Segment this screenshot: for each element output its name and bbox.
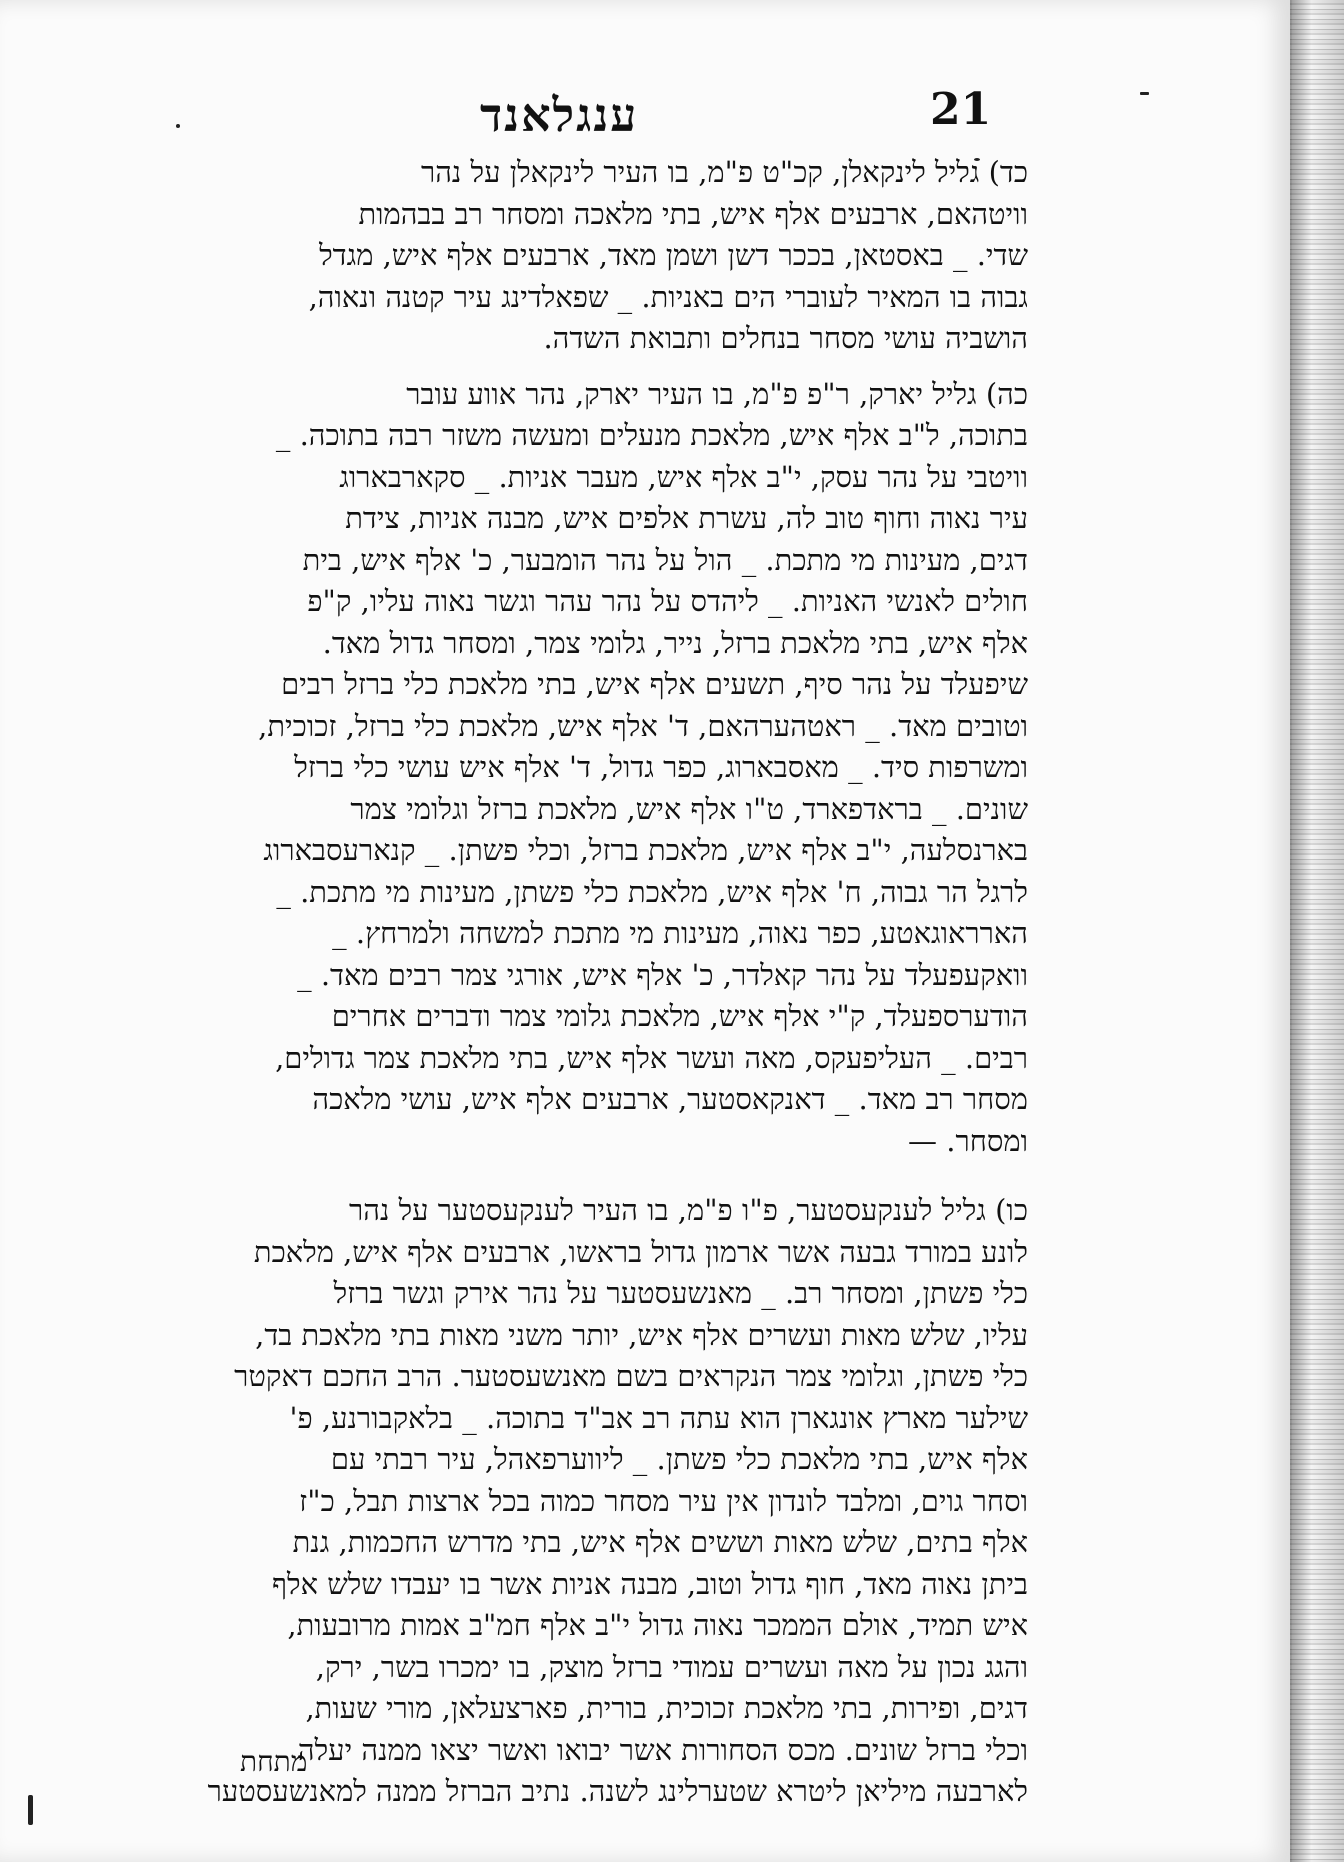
text-line: וכלי ברזל שונים. מכס הסחורות אשר יבואו ואשר יצאו ממנה יעלה	[297, 1732, 1028, 1767]
text-line: הארראוגאטע, כפר נאוה, מעינות מי מתכת למשחה ולמרחץ. _	[332, 916, 1028, 950]
text-line: מסחר רב מאד. _ דאנקאסטער, ארבעים אלף איש, עושי מלאכה	[312, 1082, 1028, 1116]
text-line: לארבעה מיליאן ליטרא שטערלינג לשנה. נתיב הברזל ממנה למאנשעסטער	[207, 1774, 1028, 1808]
text-line: וסחר גוים, ומלבד לונדון אין עיר מסחר כמוה בכל ארצות תבל, כ"ז	[299, 1483, 1028, 1518]
text-line: כלי פשתן, ומסחר רב. _ מאנשעסטער על נהר אירק וגשר ברזל	[333, 1276, 1028, 1310]
catchword: מתחת	[240, 1745, 308, 1778]
text-line: לרגל הר גבוה, ח' אלף איש, מלאכת כלי פשתן, מעינות מי מתכת. _	[276, 874, 1028, 909]
text-line: ומסחר. —	[908, 1123, 1028, 1158]
text-line: בתוכה, ל"ב אלף איש, מלאכת מנעלים ומעשה משזר רבה בתוכה. _	[275, 418, 1028, 452]
text-line: שונים. _ בראדפארד, ט"ו אלף איש, מלאכת ברזל וגלומי צמר	[350, 791, 1028, 826]
text-line: שיפעלד על נהר סיף, תשעים אלף איש, בתי מלאכת כלי ברזל רבים	[281, 667, 1028, 701]
text-line: איש תמיד, אולם הממכר נאוה גדול י"ב אלף חמ"ב אמות מרובעות,	[287, 1608, 1028, 1642]
text-line: אלף בתים, שלש מאות וששים אלף איש, בתי מדרש החכמות, גנת	[292, 1525, 1028, 1559]
ink-speck	[1140, 92, 1149, 95]
text-line: דגים, ופירות, בתי מלאכת זכוכית, בורית, פארצעלאן, מורי שעות,	[305, 1691, 1028, 1725]
text-line: שדי. _ באסטאן, בככר דשן ושמן מאד, ארבעים אלף איש, מגדל	[319, 238, 1028, 272]
text-line: וויטבי על נהר עסק, י"ב אלף איש, מעבר אניות. _ סקארבארוג	[339, 459, 1028, 494]
text-line: דגים, מעינות מי מתכת. _ הול על נהר הומבער, כ' אלף איש, בית	[302, 542, 1028, 577]
text-line: והגג נכון על מאה ועשרים עמודי ברזל מוצק, בו ימכרו בשר, ירק,	[315, 1649, 1028, 1684]
text-line: עליו, שלש מאות ועשרים אלף איש, יותר משני מאות בתי מלאכת בד,	[255, 1317, 1028, 1352]
text-line: וויטהאם, ארבעים אלף איש, בתי מלאכה ומסחר רב בבהמות	[358, 196, 1028, 231]
text-line: ביתן נאוה מאד, חוף גדול וטוב, מבנה אניות אשר בו יעבדו שלש אלף	[271, 1566, 1028, 1601]
text-line: אלף איש, בתי מלאכת כלי פשתן. _ ליווערפאהל, עיר רבתי עם	[330, 1442, 1028, 1476]
text-line: הודערספעלד, ק"י אלף איש, מלאכת גלומי צמר ודברים אחרים	[331, 999, 1028, 1033]
text-line: גבוה בו המאיר לעוברי הים באניות. _ שפאלדינג עיר קטנה ונאוה,	[308, 279, 1028, 314]
text-line: אלף איש, בתי מלאכת ברזל, נייר, גלומי צמר, ומסחר גדול מאד.	[322, 625, 1028, 660]
text-line: ומשרפות סיד. _ מאסבארוג, כפר גדול, ד' אלף איש עושי כלי ברזל	[294, 750, 1028, 784]
text-line: וטובים מאד. _ ראטהערהאם, ד' אלף איש, מלאכת כלי ברזל, זכוכית,	[258, 708, 1028, 743]
text-line: לונע במורד גבעה אשר ארמון גדול בראשו, ארבעים אלף איש, מלאכת	[253, 1234, 1028, 1269]
page-number: 21	[930, 84, 992, 135]
body-text	[88, 152, 1028, 1827]
text-line: כה) גליל יארק, ר"פ פ"מ, בו העיר יארק, נהר אווע עובר	[406, 376, 1028, 411]
text-line: בארנסלעה, י"ב אלף איש, מלאכת ברזל, וכלי פשתן. _ קנארעסבארוג	[263, 833, 1028, 867]
section-25	[88, 374, 1028, 1163]
page-header	[90, 82, 1024, 152]
text-line: שילער מארץ אונגארן הוא עתה רב אב"ד בתוכה. _ בלאקבורנע, פ'	[289, 1400, 1028, 1435]
text-line: כלי פשתן, וגלומי צמר הנקראים בשם מאנשעסטער. הרב החכם דאקטר	[234, 1359, 1028, 1393]
text-line: עיר נאוה וחוף טוב לה, עשרת אלפים איש, מבנה אניות, צידת	[345, 501, 1028, 535]
ink-speck	[28, 1795, 33, 1825]
text-line: כד) גליל לינקאלן, קכ"ט פ"מ, בו העיר לינקאלן על נהר	[420, 155, 1028, 189]
section-26	[88, 1190, 1028, 1813]
text-line: כו) גליל לענקעסטער, פ"ו פ"מ, בו העיר לענקעסטער על נהר	[349, 1193, 1028, 1227]
text-line: הושביה עושי מסחר בנחלים ותבואת השדה.	[543, 321, 1028, 355]
running-title: ענגלאנד	[480, 88, 639, 142]
section-24	[88, 152, 1028, 360]
page-edge-shadow	[1290, 0, 1344, 1862]
text-line: חולים לאנשי האניות. _ ליהדס על נהר עהר וגשר נאוה עליו, ק"פ	[307, 584, 1028, 618]
text-line: רבים. _ העליפעקס, מאה ועשר אלף איש, בתי מלאכת צמר גדולים,	[275, 1040, 1028, 1075]
text-line: וואקעפעלד על נהר קאלדר, כ' אלף איש, אורגי צמר רבים מאד. _	[297, 957, 1028, 992]
